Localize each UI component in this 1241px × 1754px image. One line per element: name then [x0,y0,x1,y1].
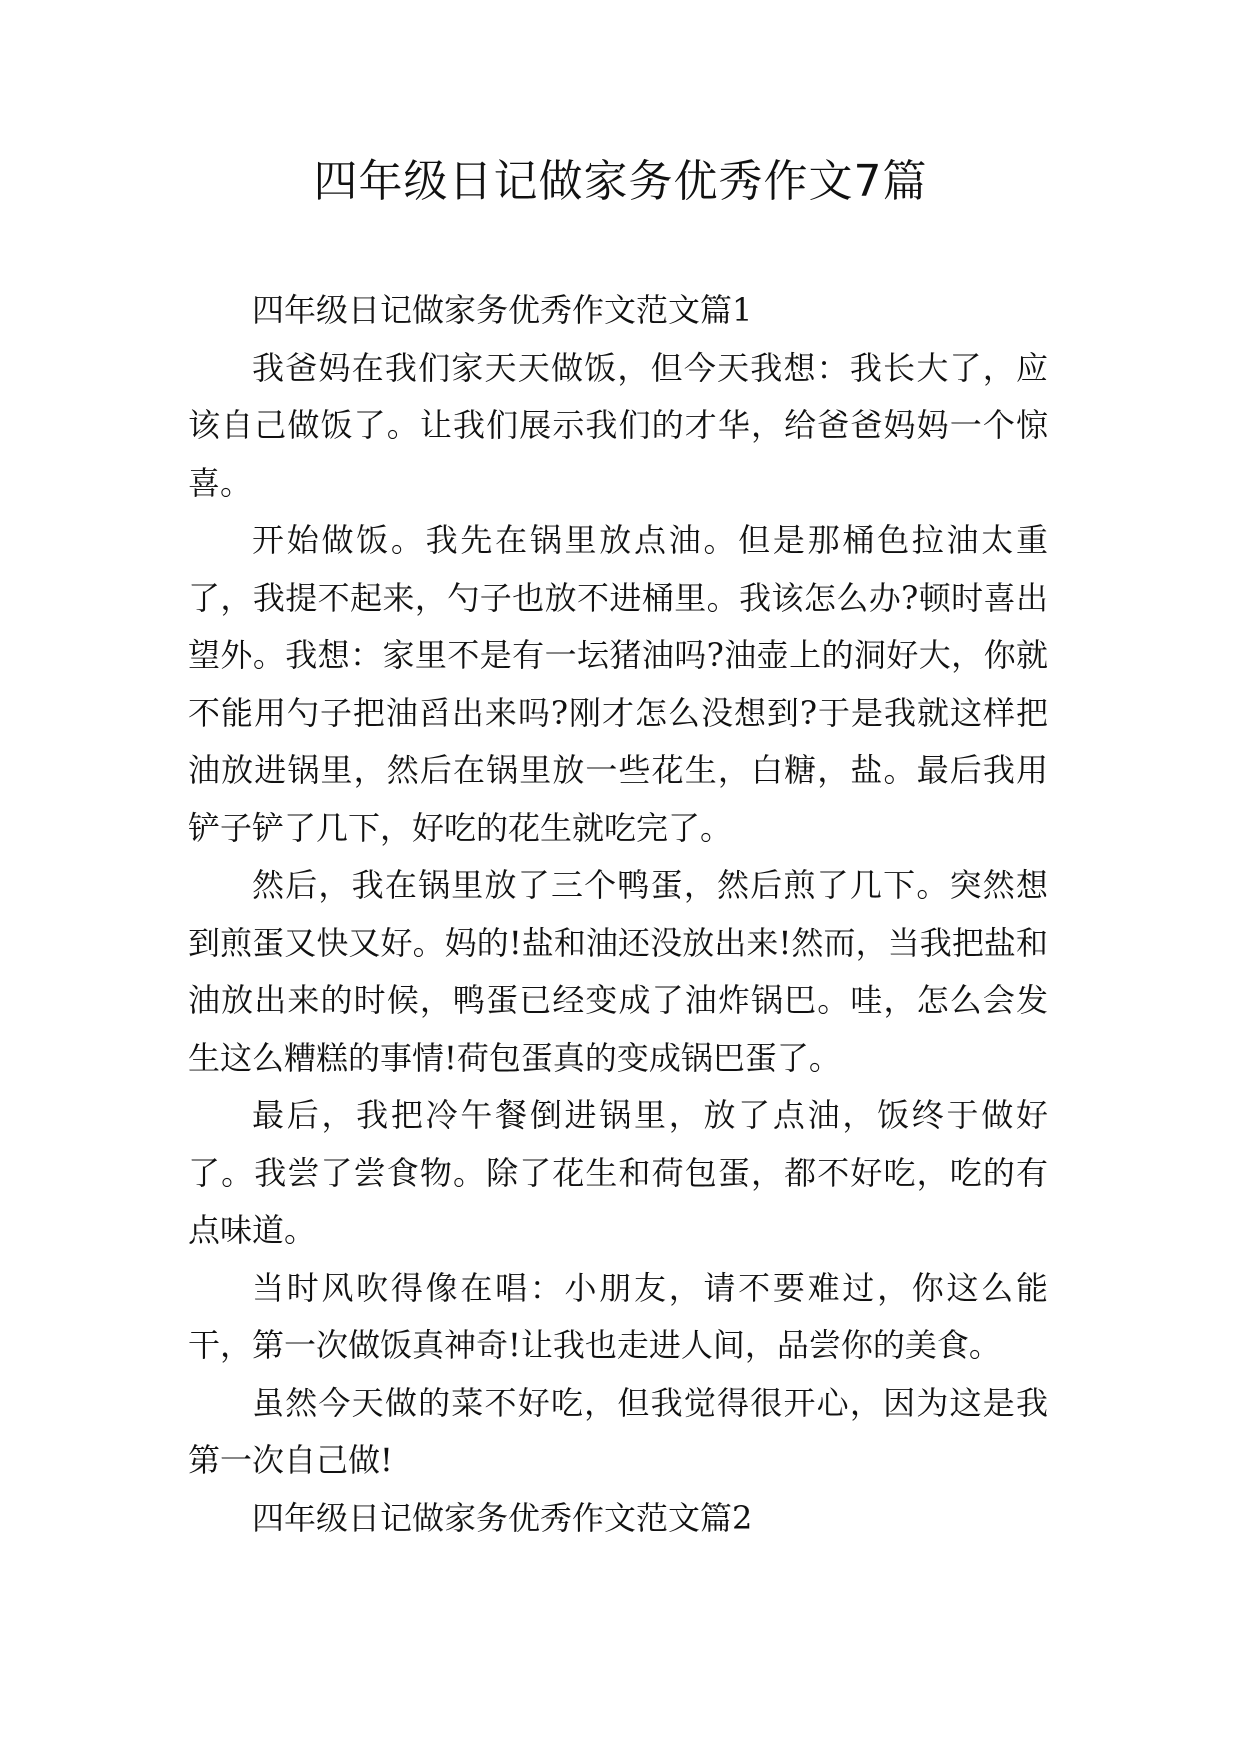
body-paragraph: 然后，我在锅里放了三个鸭蛋，然后煎了几下。突然想到煎蛋又快又好。妈的!盐和油还没放出来!然而，当我把盐和油放出来的时候，鸭蛋已经变成了油炸锅巴。哇，怎么会发生这么糟糕的事情!荷包蛋真的变成锅巴蛋了。 [188,866,1048,1077]
body-paragraph: 最后，我把冷午餐倒进锅里，放了点油，饭终于做好了。我尝了尝食物。除了花生和荷包蛋，都不好吃，吃的有点味道。 [188,1096,1048,1249]
body-paragraph: 当时风吹得像在唱：小朋友，请不要难过，你这么能干，第一次做饭真神奇!让我也走进人间，品尝你的美食。 [188,1268,1048,1364]
body-paragraph: 虽然今天做的菜不好吃，但我觉得很开心，因为这是我第一次自己做! [188,1383,1048,1479]
body-paragraph: 我爸妈在我们家天天做饭，但今天我想：我长大了，应该自己做饭了。让我们展示我们的才华，给爸爸妈妈一个惊喜。 [188,348,1048,502]
section-heading-1: 四年级日记做家务优秀作文范文篇1 [252,291,753,329]
section-heading-2: 四年级日记做家务优秀作文范文篇2 [252,1498,753,1537]
document-title: 四年级日记做家务优秀作文7篇 [313,156,928,207]
document-body [188,282,1048,1547]
body-paragraph: 开始做饭。我先在锅里放点油。但是那桶色拉油太重了，我提不起来，勺子也放不进桶里。我该怎么办?顿时喜出望外。我想：家里不是有一坛猪油吗?油壶上的洞好大，你就不能用勺子把油舀出来吗?刚才怎么没想到?于是我就这样把油放进锅里，然后在锅里放一些花生，白糖，盐。最后我用铲子铲了几下，好吃的花生就吃完了。 [188,521,1048,847]
